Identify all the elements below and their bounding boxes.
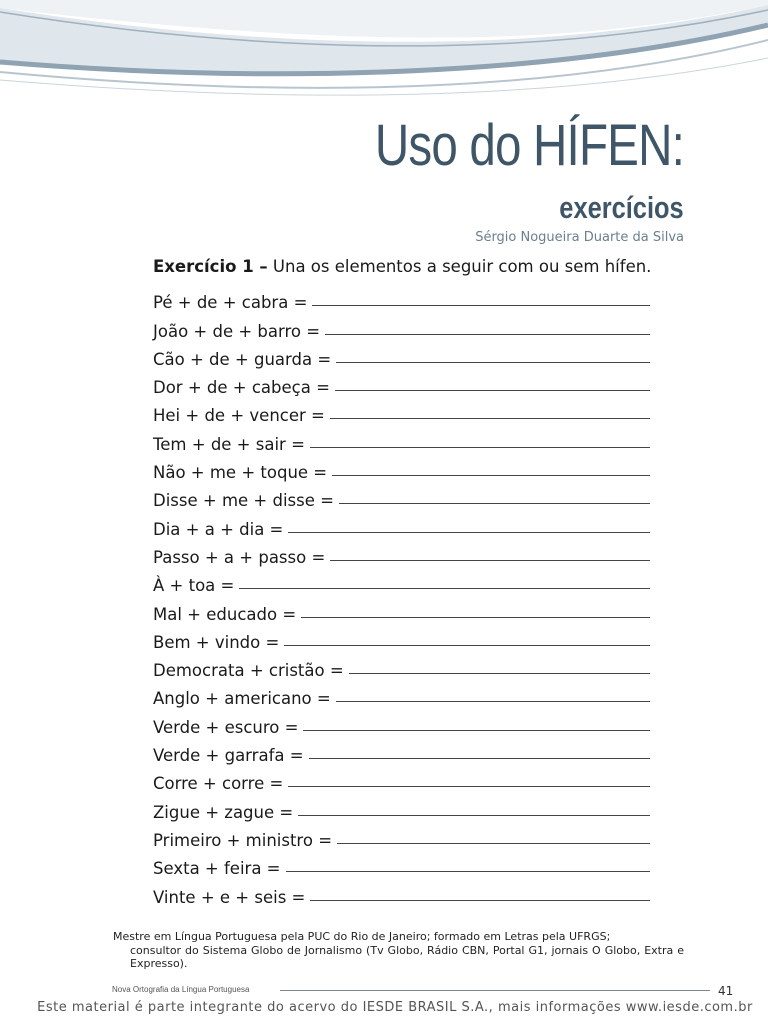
- exercise-item: [153, 850, 650, 878]
- exercise-item-prompt: Primeiro + ministro =: [153, 830, 333, 850]
- answer-blank-line: [336, 362, 650, 363]
- exercise-item: [153, 369, 650, 397]
- answer-blank-line: [298, 815, 650, 816]
- answer-blank-line: [303, 730, 650, 731]
- answer-blank-line: [309, 758, 650, 759]
- exercise-label: Exercício 1 –: [153, 257, 268, 276]
- page-number: 41: [718, 984, 734, 998]
- exercise-item: [153, 680, 650, 708]
- answer-blank-line: [239, 588, 650, 589]
- exercise-item: [153, 708, 650, 736]
- exercise-item-prompt: À + toa =: [153, 576, 235, 596]
- exercise-item-prompt: Verde + garrafa =: [153, 746, 304, 766]
- book-title-footer: Nova Ortografia da Língua Portuguesa: [112, 985, 250, 994]
- exercise-item-prompt: Passo + a + passo =: [153, 547, 326, 567]
- answer-blank-line: [288, 532, 650, 533]
- exercise-item-prompt: Zigue + zague =: [153, 802, 294, 822]
- answer-blank-line: [330, 560, 650, 561]
- page-subtitle: exercícios: [559, 190, 684, 225]
- exercise-item-prompt: Disse + me + disse =: [153, 491, 334, 511]
- page-title: Uso do HÍFEN:: [374, 113, 684, 178]
- exercise-item-prompt: Anglo + americano =: [153, 689, 331, 709]
- exercise-item-prompt: Corre + corre =: [153, 774, 284, 794]
- answer-blank-line: [325, 334, 650, 335]
- exercise-item-prompt: Sexta + feira =: [153, 859, 281, 879]
- answer-blank-line: [310, 900, 650, 901]
- header-wave-decoration: [0, 0, 768, 110]
- exercise-item-prompt: Cão + de + guarda =: [153, 349, 332, 369]
- footnote-continuation: consultor do Sistema Globo de Jornalismo (Tv Globo, Rádio CBN, Portal G1, jornais O Globo, Extra e Expresso).: [130, 943, 684, 970]
- answer-blank-line: [336, 701, 650, 702]
- answer-blank-line: [335, 390, 650, 391]
- exercise-instruction: Una os elementos a seguir com ou sem hífen.: [267, 257, 652, 276]
- author-footnote: [113, 930, 684, 971]
- footnote-first-line: Mestre em Língua Portuguesa pela PUC do Rio de Janeiro; formado em Letras pela UFRGS;: [113, 930, 611, 943]
- exercise-item: [153, 765, 650, 793]
- author-name: Sérgio Nogueira Duarte da Silva: [475, 230, 684, 245]
- exercise-item: [153, 822, 650, 850]
- exercise-item: [153, 878, 650, 906]
- exercise-item: [153, 425, 650, 453]
- exercise-item: [153, 482, 650, 510]
- exercise-item: [153, 624, 650, 652]
- exercise-item: [153, 737, 650, 765]
- exercise-item: [153, 652, 650, 680]
- copyright-notice: Este material é parte integrante do acervo do IESDE BRASIL S.A., mais informações www.iesde.com.br: [37, 1000, 753, 1015]
- exercise-item-prompt: Mal + educado =: [153, 604, 297, 624]
- exercise-item-prompt: João + de + barro =: [153, 321, 321, 341]
- answer-blank-line: [284, 645, 650, 646]
- exercise-item: [153, 284, 650, 312]
- exercise-item-prompt: Tem + de + sair =: [153, 434, 305, 454]
- exercise-item-prompt: Democrata + cristão =: [153, 661, 344, 681]
- exercise-item-prompt: Pé + de + cabra =: [153, 293, 308, 313]
- exercise-item-prompt: Verde + escuro =: [153, 717, 299, 737]
- exercise-item-prompt: Dor + de + cabeça =: [153, 378, 330, 398]
- answer-blank-line: [301, 617, 650, 618]
- exercise-item: [153, 454, 650, 482]
- exercise-item: [153, 341, 650, 369]
- exercise-item: [153, 510, 650, 538]
- answer-blank-line: [330, 418, 650, 419]
- exercise-item: [153, 539, 650, 567]
- answer-blank-line: [288, 786, 650, 787]
- exercise-heading: [153, 257, 651, 276]
- exercise-item: [153, 397, 650, 425]
- exercise-item-prompt: Não + me + toque =: [153, 463, 328, 483]
- answer-blank-line: [337, 843, 650, 844]
- answer-blank-line: [310, 447, 650, 448]
- answer-blank-line: [312, 305, 650, 306]
- exercise-item: [153, 793, 650, 821]
- answer-blank-line: [339, 503, 650, 504]
- footer-rule: [280, 990, 710, 991]
- exercise-list: [153, 284, 650, 907]
- answer-blank-line: [332, 475, 650, 476]
- exercise-item-prompt: Dia + a + dia =: [153, 519, 284, 539]
- exercise-item: [153, 567, 650, 595]
- exercise-item: [153, 595, 650, 623]
- answer-blank-line: [349, 673, 650, 674]
- exercise-item-prompt: Hei + de + vencer =: [153, 406, 325, 426]
- exercise-item-prompt: Vinte + e + seis =: [153, 887, 306, 907]
- exercise-item: [153, 312, 650, 340]
- exercise-item-prompt: Bem + vindo =: [153, 632, 280, 652]
- answer-blank-line: [286, 871, 650, 872]
